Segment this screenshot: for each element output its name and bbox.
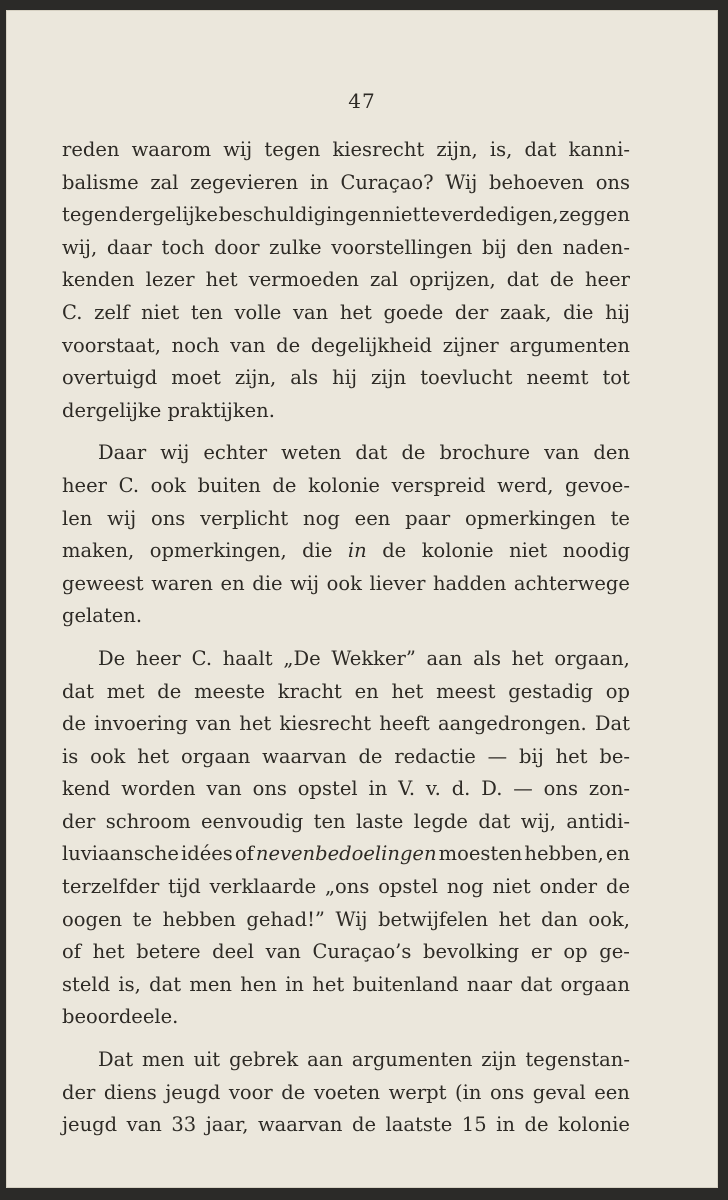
word: neemt bbox=[526, 366, 589, 390]
word: argumenten bbox=[351, 1048, 473, 1072]
word: „ons bbox=[324, 875, 370, 899]
word: de bbox=[272, 473, 297, 497]
word: ons bbox=[150, 506, 186, 530]
word: aangedrongen. bbox=[438, 712, 587, 736]
word: jeugd bbox=[165, 1080, 221, 1104]
word: zaak, bbox=[499, 300, 552, 324]
word: nevenbedoelingen bbox=[255, 842, 437, 866]
word: vermoeden bbox=[248, 268, 359, 292]
word: niet bbox=[492, 875, 531, 899]
word: praktijken. bbox=[167, 398, 275, 422]
word: buiten bbox=[197, 473, 261, 497]
word: voor bbox=[228, 1080, 273, 1104]
word: bij bbox=[481, 235, 507, 259]
word: van bbox=[206, 777, 242, 801]
word: opmerkingen, bbox=[149, 539, 287, 563]
word: nog bbox=[446, 875, 484, 899]
word: schroom bbox=[105, 809, 191, 833]
word: zijn bbox=[481, 1048, 517, 1072]
word: dat bbox=[149, 972, 182, 996]
word: be- bbox=[599, 744, 630, 768]
paragraph-gap bbox=[62, 1034, 630, 1044]
page-number: 47 bbox=[348, 89, 376, 113]
text-line bbox=[62, 838, 630, 871]
word: men bbox=[189, 972, 232, 996]
word: ook, bbox=[588, 907, 630, 931]
word: hij bbox=[332, 366, 357, 390]
word: kolonie bbox=[308, 473, 380, 497]
word: ook bbox=[90, 744, 126, 768]
word: zal bbox=[150, 170, 179, 194]
word: toch bbox=[161, 235, 205, 259]
word: gestadig bbox=[508, 679, 593, 703]
word: van bbox=[195, 712, 232, 736]
word: tijd bbox=[168, 875, 201, 899]
word: achterwege bbox=[513, 571, 630, 595]
text-line bbox=[62, 330, 630, 363]
text-line bbox=[62, 568, 630, 601]
word: dat bbox=[520, 972, 553, 996]
word: Dat bbox=[594, 712, 630, 736]
word: de bbox=[549, 268, 574, 292]
word: diens bbox=[103, 1080, 157, 1104]
word: die bbox=[302, 539, 333, 563]
word: jaar, bbox=[205, 1113, 249, 1137]
word: argumenten bbox=[509, 333, 630, 357]
word: tot bbox=[602, 366, 630, 390]
word: zijn, bbox=[234, 366, 277, 390]
word: heer bbox=[585, 268, 630, 292]
text-line bbox=[62, 1109, 630, 1142]
word: zijner bbox=[442, 333, 499, 357]
word: tegen bbox=[62, 203, 118, 227]
word: is, bbox=[118, 972, 141, 996]
word: werd, bbox=[497, 473, 554, 497]
word: toevlucht bbox=[420, 366, 513, 390]
word: de bbox=[524, 1113, 549, 1137]
word: 15 bbox=[461, 1113, 487, 1137]
word: kanni- bbox=[568, 138, 630, 161]
text-line bbox=[62, 708, 630, 741]
word: aan bbox=[426, 646, 463, 670]
word: het bbox=[511, 646, 544, 670]
word: zal bbox=[370, 268, 399, 292]
word: invoering bbox=[94, 712, 188, 736]
word: geval bbox=[532, 1080, 586, 1104]
word: terzelfder bbox=[62, 875, 160, 899]
word: zulke bbox=[269, 235, 322, 259]
word: op bbox=[605, 679, 630, 703]
word: ons bbox=[543, 777, 578, 801]
word: V. bbox=[398, 777, 416, 801]
word: werpt bbox=[388, 1080, 447, 1104]
word: ons bbox=[595, 170, 630, 194]
word: geweest bbox=[62, 571, 144, 595]
word: Dat bbox=[98, 1048, 134, 1072]
word: wij, bbox=[62, 235, 98, 259]
word: van bbox=[292, 300, 329, 324]
word: noodig bbox=[562, 539, 630, 563]
word: eenvoudig bbox=[201, 809, 304, 833]
word: orgaan bbox=[560, 972, 630, 996]
word: goede bbox=[383, 300, 444, 324]
word: weten bbox=[281, 441, 342, 465]
word: van bbox=[265, 940, 301, 964]
word: wij bbox=[223, 138, 253, 161]
word: maken, bbox=[62, 539, 135, 563]
text-line bbox=[62, 1077, 630, 1110]
word: niet bbox=[509, 539, 548, 563]
text-line bbox=[62, 676, 630, 709]
word: ten bbox=[190, 300, 223, 324]
word: gebrek bbox=[229, 1048, 299, 1072]
word: kolonie bbox=[421, 539, 494, 563]
word: dergelijke bbox=[62, 398, 162, 422]
word: het bbox=[92, 940, 125, 964]
word: gelaten. bbox=[62, 604, 143, 628]
word: beschuldigingen bbox=[218, 203, 382, 227]
text-line bbox=[62, 199, 630, 232]
text-line bbox=[62, 535, 630, 568]
word: de bbox=[157, 679, 182, 703]
word: hen bbox=[240, 972, 277, 996]
word: C. bbox=[118, 473, 140, 497]
word: der bbox=[454, 300, 489, 324]
word: er bbox=[530, 940, 552, 964]
word: met bbox=[106, 679, 145, 703]
text-line bbox=[62, 600, 630, 633]
word: steld bbox=[62, 972, 111, 996]
word: laatste bbox=[385, 1113, 453, 1137]
word: die bbox=[252, 571, 283, 595]
word: moet bbox=[171, 366, 221, 390]
word: Curaçao? bbox=[340, 170, 434, 194]
word: zelf bbox=[94, 300, 130, 324]
text-line bbox=[62, 167, 630, 200]
text-line bbox=[62, 969, 630, 1002]
word: ook bbox=[150, 473, 186, 497]
word: oogen bbox=[62, 907, 123, 931]
word: verdedigen, bbox=[441, 203, 559, 227]
word: bij bbox=[518, 744, 544, 768]
word: hij bbox=[605, 300, 630, 324]
word: kiesrecht bbox=[279, 712, 372, 736]
word: betwijfelen bbox=[378, 907, 489, 931]
word: de bbox=[281, 1080, 306, 1104]
word: zon- bbox=[588, 777, 630, 801]
word: zeggen bbox=[559, 203, 630, 227]
word: zijn bbox=[371, 366, 407, 390]
word: meest bbox=[436, 679, 496, 703]
word: moesten bbox=[438, 842, 523, 866]
word: het bbox=[339, 300, 372, 324]
word: buitenland bbox=[352, 972, 459, 996]
word: haalt bbox=[222, 646, 273, 670]
word: een bbox=[594, 1080, 630, 1104]
word: beoordeele. bbox=[62, 1005, 179, 1029]
text-line bbox=[62, 395, 630, 428]
word: ons bbox=[489, 1080, 525, 1104]
word: C. bbox=[62, 300, 83, 324]
word: v. bbox=[425, 777, 441, 801]
word: een bbox=[354, 506, 391, 530]
word: (in bbox=[455, 1080, 482, 1104]
word: zijn, bbox=[436, 138, 478, 161]
word: de bbox=[382, 539, 407, 563]
word: verspreid bbox=[391, 473, 486, 497]
word: luviaansche bbox=[62, 842, 179, 866]
word: betere bbox=[136, 940, 201, 964]
word: heeft bbox=[379, 712, 430, 736]
word: te bbox=[610, 506, 630, 530]
word: dat bbox=[62, 679, 94, 703]
text-line bbox=[62, 362, 630, 395]
word: brochure bbox=[439, 441, 530, 465]
word: als bbox=[290, 366, 319, 390]
word: worden bbox=[121, 777, 196, 801]
word: in bbox=[309, 170, 329, 194]
word: het bbox=[391, 679, 424, 703]
word: waren bbox=[151, 571, 213, 595]
word: of bbox=[234, 842, 254, 866]
word: jeugd bbox=[62, 1113, 118, 1137]
word: noch bbox=[171, 333, 220, 357]
word: paar bbox=[405, 506, 451, 530]
text-line bbox=[62, 871, 630, 904]
text-line bbox=[62, 1001, 630, 1034]
word: nog bbox=[303, 506, 340, 530]
word: meeste bbox=[194, 679, 266, 703]
word: orgaan bbox=[180, 744, 251, 768]
word: zegevieren bbox=[190, 170, 299, 194]
text-line bbox=[62, 470, 630, 503]
book-page bbox=[6, 10, 718, 1188]
word: te bbox=[132, 907, 153, 931]
word: hebben bbox=[162, 907, 236, 931]
word: ten bbox=[313, 809, 346, 833]
text-line bbox=[62, 741, 630, 774]
word: dat bbox=[478, 809, 511, 833]
word: heer bbox=[62, 473, 107, 497]
word: wij bbox=[290, 571, 320, 595]
word: is bbox=[62, 744, 79, 768]
word: voorstellingen bbox=[331, 235, 473, 259]
word: dat bbox=[506, 268, 539, 292]
word: overtuigd bbox=[62, 366, 158, 390]
word: der bbox=[62, 809, 96, 833]
word: van bbox=[230, 333, 266, 357]
word: redactie bbox=[394, 744, 476, 768]
word: orgaan, bbox=[554, 646, 630, 670]
word: Wij bbox=[335, 907, 368, 931]
word: op bbox=[563, 940, 588, 964]
word: D. bbox=[481, 777, 503, 801]
word: kenden bbox=[62, 268, 135, 292]
word: ge- bbox=[599, 940, 630, 964]
word: onder bbox=[539, 875, 598, 899]
word: en bbox=[605, 842, 630, 866]
word: naden- bbox=[562, 235, 630, 259]
word: uit bbox=[193, 1048, 221, 1072]
word: balisme bbox=[62, 170, 139, 194]
text-line bbox=[62, 503, 630, 536]
text-line bbox=[62, 936, 630, 969]
word: antidi- bbox=[566, 809, 630, 833]
word: echter bbox=[203, 441, 268, 465]
word: daar bbox=[106, 235, 152, 259]
word: volle bbox=[234, 300, 282, 324]
word: tegenstan- bbox=[525, 1048, 630, 1072]
text-line bbox=[62, 904, 630, 937]
text-line bbox=[62, 643, 630, 676]
word: het bbox=[312, 972, 345, 996]
word: — bbox=[513, 777, 533, 801]
word: der bbox=[62, 1080, 96, 1104]
word: de bbox=[62, 712, 87, 736]
word: waarvan bbox=[262, 744, 347, 768]
word: in bbox=[285, 972, 304, 996]
word: wij, bbox=[520, 809, 556, 833]
word: reden bbox=[62, 138, 120, 161]
word: dat bbox=[524, 138, 557, 161]
word: Curaçao’s bbox=[312, 940, 412, 964]
word: de bbox=[358, 744, 383, 768]
text-line bbox=[62, 806, 630, 839]
word: de bbox=[276, 333, 301, 357]
word: gehad!” bbox=[246, 907, 325, 931]
word: die bbox=[563, 300, 594, 324]
word: en bbox=[354, 679, 379, 703]
word: hadden bbox=[433, 571, 507, 595]
text-line bbox=[62, 1044, 630, 1077]
word: men bbox=[142, 1048, 185, 1072]
word: als bbox=[473, 646, 501, 670]
word: het bbox=[137, 744, 170, 768]
word: legde bbox=[413, 809, 468, 833]
word: oprijzen, bbox=[409, 268, 496, 292]
text-line bbox=[62, 773, 630, 806]
word: verklaarde bbox=[209, 875, 317, 899]
word: ons bbox=[252, 777, 287, 801]
word: d. bbox=[451, 777, 471, 801]
word: naar bbox=[466, 972, 513, 996]
word: kracht bbox=[277, 679, 342, 703]
word: opstel bbox=[297, 777, 358, 801]
word: „De bbox=[283, 646, 321, 670]
word: hebben, bbox=[524, 842, 604, 866]
paragraph-gap bbox=[62, 633, 630, 643]
word: — bbox=[487, 744, 508, 768]
word: is, bbox=[489, 138, 513, 161]
word: kolonie bbox=[558, 1113, 630, 1137]
body-text bbox=[62, 134, 630, 1142]
word: het bbox=[498, 907, 531, 931]
word: het bbox=[239, 712, 272, 736]
word: waarvan bbox=[257, 1113, 343, 1137]
word: Wij bbox=[445, 170, 478, 194]
word: lezer bbox=[145, 268, 195, 292]
word: idées bbox=[180, 842, 233, 866]
word: het bbox=[205, 268, 238, 292]
word: opmerkingen bbox=[464, 506, 596, 530]
word: deel bbox=[212, 940, 254, 964]
word: bevolking bbox=[423, 940, 520, 964]
word: dat bbox=[355, 441, 388, 465]
word: ook bbox=[326, 571, 362, 595]
text-line bbox=[62, 437, 630, 470]
word: van bbox=[544, 441, 580, 465]
word: kend bbox=[62, 777, 111, 801]
word: in bbox=[368, 777, 388, 801]
text-line bbox=[62, 134, 630, 167]
word: van bbox=[126, 1113, 162, 1137]
word: of bbox=[62, 940, 81, 964]
word: en bbox=[220, 571, 245, 595]
word: Daar bbox=[98, 441, 147, 465]
word: voeten bbox=[313, 1080, 381, 1104]
word: voorstaat, bbox=[62, 333, 161, 357]
word: Wekker” bbox=[331, 646, 416, 670]
word: den bbox=[516, 235, 553, 259]
word: De bbox=[98, 646, 126, 670]
word: te bbox=[420, 203, 441, 227]
word: kiesrecht bbox=[332, 138, 425, 161]
word: laste bbox=[355, 809, 404, 833]
text-line bbox=[62, 232, 630, 265]
word: degelijkheid bbox=[310, 333, 433, 357]
word: dan bbox=[541, 907, 578, 931]
word: aan bbox=[307, 1048, 343, 1072]
word: niet bbox=[382, 203, 421, 227]
word: gevoe- bbox=[565, 473, 630, 497]
word: verplicht bbox=[200, 506, 289, 530]
word: behoeven bbox=[489, 170, 584, 194]
word: in bbox=[496, 1113, 515, 1137]
word: wij bbox=[107, 506, 137, 530]
word: het bbox=[555, 744, 588, 768]
word: liever bbox=[369, 571, 426, 595]
word: len bbox=[62, 506, 93, 530]
word: dergelijke bbox=[118, 203, 218, 227]
word: C. bbox=[191, 646, 213, 670]
word: wij bbox=[160, 441, 190, 465]
word: waarom bbox=[131, 138, 212, 161]
word: de bbox=[401, 441, 426, 465]
word: niet bbox=[141, 300, 180, 324]
word: tegen bbox=[264, 138, 321, 161]
word: door bbox=[214, 235, 260, 259]
text-line bbox=[62, 264, 630, 297]
word: de bbox=[605, 875, 630, 899]
word: de bbox=[351, 1113, 376, 1137]
word: opstel bbox=[378, 875, 439, 899]
paragraph-gap bbox=[62, 427, 630, 437]
word: 33 bbox=[171, 1113, 197, 1137]
text-line bbox=[62, 297, 630, 330]
word: in bbox=[347, 539, 367, 563]
word: den bbox=[593, 441, 630, 465]
word: heer bbox=[135, 646, 181, 670]
